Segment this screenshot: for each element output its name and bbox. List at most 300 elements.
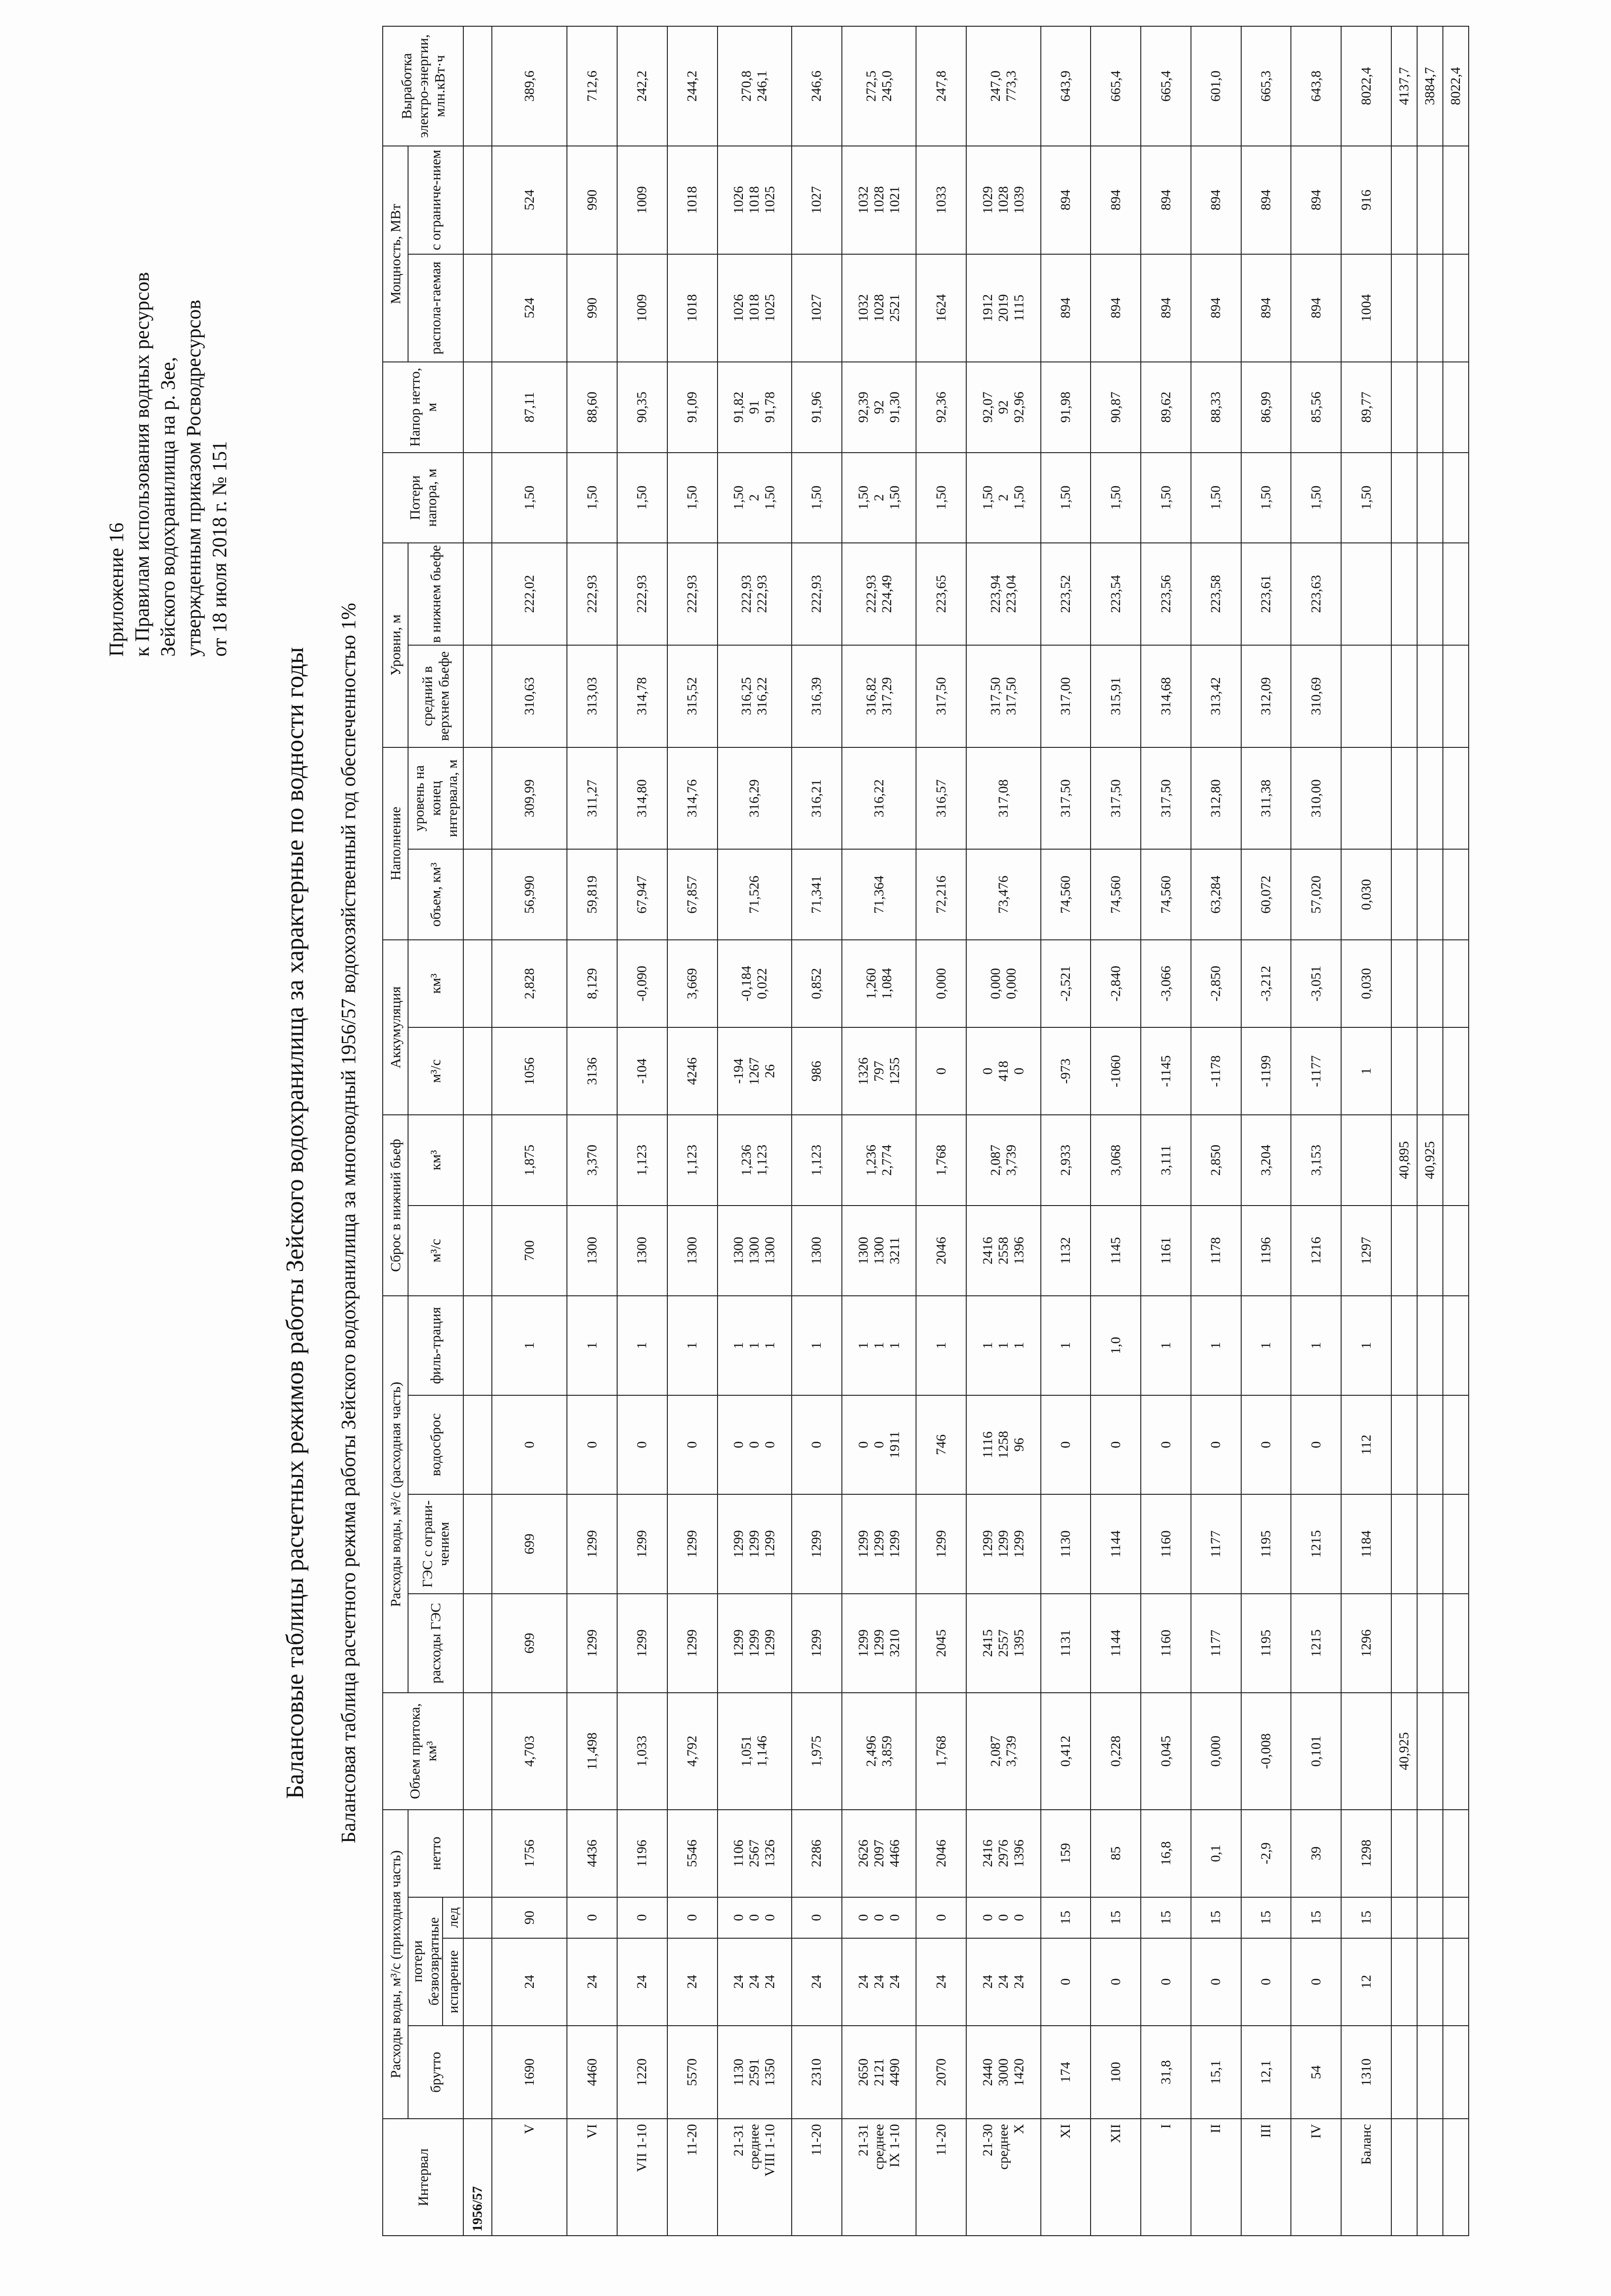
- table-cell: [718, 146, 792, 254]
- table-cell: [792, 1395, 842, 1494]
- cell-line: 0,022: [754, 968, 770, 999]
- cell-line: 4246: [684, 1057, 700, 1085]
- fill-level-cell: 316,57: [916, 747, 966, 850]
- table-cell: [617, 146, 667, 254]
- table-cell: [1191, 1897, 1241, 1938]
- cell-line: 90,87: [1108, 391, 1123, 423]
- table-cell: [617, 1938, 667, 2026]
- table-cell: [1041, 1395, 1091, 1494]
- interval-cell: [567, 2119, 617, 2236]
- totals-cell: [1417, 1206, 1443, 1296]
- cell-line: 1267: [747, 1057, 762, 1085]
- cell-line: 0: [887, 1914, 902, 1921]
- cell-line: 1,051: [739, 1736, 754, 1767]
- table-cell: [1041, 146, 1091, 254]
- table-cell: [463, 849, 492, 939]
- table-cell: [1091, 254, 1141, 362]
- table-cell: [966, 1027, 1041, 1115]
- table-cell: [966, 1206, 1041, 1296]
- table-cell: [1191, 940, 1241, 1027]
- table-cell: [1341, 1115, 1391, 1205]
- cell-line: 87,11: [521, 392, 537, 423]
- table-cell: [492, 254, 567, 362]
- totals-cell: [1417, 849, 1443, 939]
- totals-cell: [1443, 1296, 1469, 1395]
- table-cell: 0,030: [1341, 849, 1391, 939]
- totals-cell: [1443, 849, 1469, 939]
- table-cell: [792, 254, 842, 362]
- table-row: [1041, 26, 1066, 2236]
- table-cell: [718, 645, 792, 747]
- table-cell: [667, 1810, 718, 1897]
- totals-cell: [1391, 1594, 1417, 1693]
- cell-line: 1,260: [863, 968, 879, 999]
- table-cell: [1241, 1395, 1291, 1494]
- cell-line: 665,4: [1108, 70, 1123, 102]
- cell-line: 0: [980, 1067, 995, 1075]
- cell-line: 0: [871, 1914, 887, 1921]
- cell-line: III: [1258, 2124, 1274, 2138]
- cell-line: 24: [871, 1975, 887, 1989]
- table-cell: [842, 1897, 916, 1938]
- cell-line: 246,1: [754, 70, 770, 102]
- table-cell: [1141, 1296, 1191, 1395]
- table-cell: [463, 1938, 492, 2026]
- table-cell: [492, 1938, 567, 2026]
- table-cell: [567, 1938, 617, 2026]
- table-cell: [1291, 1494, 1341, 1593]
- table-row: [1291, 26, 1316, 2236]
- table-cell: [718, 1395, 792, 1494]
- table-cell: [463, 543, 492, 645]
- table-cell: [1141, 1594, 1191, 1693]
- table-cell: [916, 1296, 966, 1395]
- table-cell: [842, 1395, 916, 1494]
- table-cell: [667, 1938, 718, 2026]
- cell-line: 1299: [684, 1530, 700, 1558]
- cell-line: 3,153: [1308, 1144, 1324, 1176]
- cell-line: 54: [1308, 2065, 1324, 2080]
- cell-line: 1144: [1108, 1629, 1123, 1657]
- table-row: [617, 26, 642, 2236]
- table-cell: [916, 1395, 966, 1494]
- interval-cell: [1041, 2119, 1091, 2236]
- table-cell: [1191, 1494, 1241, 1593]
- table-cell: [492, 1206, 567, 1296]
- table-cell: [842, 362, 916, 452]
- cell-line: 1195: [1258, 1629, 1274, 1657]
- table-cell: [1191, 362, 1241, 452]
- table-cell: [718, 940, 792, 1027]
- table-cell: [1241, 362, 1291, 452]
- table-cell: [1041, 1494, 1091, 1593]
- table-cell: [567, 1897, 617, 1938]
- fill-volume-cell: 59,819: [567, 849, 617, 939]
- table-cell: [1041, 453, 1091, 543]
- cell-line: 0: [1108, 1441, 1123, 1448]
- cell-line: 92: [995, 400, 1011, 414]
- totals-cell: [1443, 1594, 1469, 1693]
- cell-line: 1032: [855, 294, 871, 322]
- cell-line: -3,212: [1258, 966, 1274, 1002]
- totals-cell: 4137,7: [1391, 26, 1417, 146]
- cell-line: 92,07: [980, 391, 995, 423]
- cell-line: -3,051: [1308, 966, 1324, 1002]
- cell-line: 1018: [747, 294, 762, 322]
- cell-line: 1299: [1011, 1530, 1027, 1558]
- table-cell: [1091, 453, 1141, 543]
- cell-line: -2,840: [1108, 966, 1123, 1002]
- header-fill-volume: объем, км³: [408, 849, 463, 939]
- table-cell: [1241, 26, 1291, 146]
- cell-line: 0: [1158, 1441, 1173, 1448]
- cell-line: 1: [871, 1342, 887, 1349]
- cell-line: 1912: [980, 294, 995, 322]
- cell-line: 1: [995, 1342, 1011, 1349]
- cell-line: 1299: [980, 1530, 995, 1558]
- cell-line: 1,50: [980, 485, 995, 510]
- cell-line: 4490: [887, 2058, 902, 2086]
- table-cell: [1091, 543, 1141, 645]
- table-cell: [617, 1395, 667, 1494]
- table-cell: [567, 543, 617, 645]
- fill-volume-cell: 57,020: [1291, 849, 1341, 939]
- header-discharge-m3s: м³/с: [408, 1206, 463, 1296]
- cell-line: 310,63: [521, 677, 537, 715]
- fill-volume-cell: 60,072: [1241, 849, 1291, 939]
- interval-cell: [916, 2119, 966, 2236]
- fill-volume-cell: 71,341: [792, 849, 842, 939]
- totals-cell: [1417, 254, 1443, 362]
- header-inflow-group: Расходы воды, м³/с (приходная часть): [383, 1810, 408, 2119]
- table-cell: 1: [1341, 1027, 1391, 1115]
- cell-line: 315,52: [684, 677, 700, 715]
- table-cell: [1291, 1897, 1341, 1938]
- cell-line: 1299: [584, 1629, 600, 1657]
- header-spillway: водосброс: [408, 1395, 463, 1494]
- table-cell: [463, 1206, 492, 1296]
- totals-cell: [1417, 645, 1443, 747]
- table-cell: [792, 1115, 842, 1205]
- table-cell: 89,77: [1341, 362, 1391, 452]
- year-label: 1956/57: [463, 2119, 492, 2236]
- table-cell: [1091, 940, 1141, 1027]
- cell-line: 0: [1208, 1441, 1224, 1448]
- cell-line: 1018: [684, 186, 700, 214]
- header-discharge-group: Сброс в нижний бьеф: [383, 1115, 408, 1296]
- totals-cell: [1443, 362, 1469, 452]
- cell-line: 524: [521, 297, 537, 319]
- table-cell: [792, 1206, 842, 1296]
- cell-line: 0,101: [1308, 1736, 1324, 1767]
- table-cell: [916, 940, 966, 1027]
- cell-line: 2121: [871, 2058, 887, 2086]
- cell-line: 1033: [933, 186, 949, 214]
- table-cell: [667, 1693, 718, 1810]
- cell-line: 894: [1158, 189, 1173, 210]
- table-cell: 15: [1341, 1897, 1391, 1938]
- cell-line: 15: [1058, 1911, 1074, 1925]
- cell-line: 2070: [933, 2058, 949, 2086]
- table-cell: [1241, 1206, 1291, 1296]
- cell-line: 1178: [1208, 1237, 1224, 1265]
- table-cell: [667, 1027, 718, 1115]
- table-cell: [463, 1810, 492, 1897]
- interval-cell: [1141, 2119, 1191, 2236]
- table-cell: [792, 362, 842, 452]
- cell-line: 272,5: [863, 70, 879, 102]
- header-hpp-limited: ГЭС с ограни-чением: [408, 1494, 463, 1593]
- cell-line: 85: [1108, 1846, 1123, 1860]
- table-cell: [567, 362, 617, 452]
- cell-line: 1,50: [521, 485, 537, 510]
- fill-volume-cell: 63,284: [1191, 849, 1241, 939]
- table-cell: [792, 645, 842, 747]
- cell-line: 1,50: [634, 485, 650, 510]
- header-net-head: Напор нетто, м: [383, 362, 463, 452]
- cell-line: 0,000: [987, 968, 1003, 999]
- table-cell: [916, 1115, 966, 1205]
- fill-volume-cell: 74,560: [1141, 849, 1191, 939]
- cell-line: 0: [995, 1914, 1011, 1921]
- table-cell: [1291, 1938, 1341, 2026]
- table-cell: [492, 1395, 567, 1494]
- cell-line: 0,412: [1058, 1736, 1074, 1767]
- fill-level-cell: 317,50: [1041, 747, 1091, 850]
- table-cell: [718, 543, 792, 645]
- cell-line: 1396: [1011, 1236, 1027, 1265]
- table-cell: [617, 2026, 667, 2119]
- cell-line: IX 1-10: [887, 2124, 902, 2168]
- table-cell: [718, 1594, 792, 1693]
- table-cell: [463, 940, 492, 1027]
- cell-line: 90,35: [634, 391, 650, 423]
- fill-volume-cell: 73,476: [966, 849, 1041, 939]
- table-cell: [1091, 1296, 1141, 1395]
- cell-line: среднее: [747, 2124, 762, 2170]
- cell-line: 1326: [762, 1839, 778, 1867]
- cell-line: VI: [584, 2124, 600, 2139]
- table-cell: [492, 362, 567, 452]
- cell-line: среднее: [995, 2124, 1011, 2170]
- cell-line: 1,50: [1011, 485, 1027, 510]
- cell-line: 24: [521, 1975, 537, 1989]
- cell-line: 1: [933, 1342, 949, 1349]
- cell-line: 2567: [747, 1839, 762, 1867]
- cell-line: 0: [871, 1441, 887, 1448]
- header-head-loss: Потери напора, м: [383, 453, 463, 543]
- table-cell: [1291, 362, 1341, 452]
- cell-line: 24: [731, 1975, 747, 1989]
- cell-line: 89,62: [1158, 391, 1173, 423]
- table-cell: 1298: [1341, 1810, 1391, 1897]
- cell-line: 3210: [887, 1629, 902, 1657]
- cell-line: 2416: [980, 1839, 995, 1867]
- cell-line: 1195: [1258, 1530, 1274, 1558]
- table-cell: [1291, 1296, 1341, 1395]
- balance-row: [1341, 26, 1391, 2236]
- totals-cell: [1417, 1897, 1443, 1938]
- cell-line: 4,703: [521, 1736, 537, 1767]
- table-cell: [492, 1897, 567, 1938]
- cell-line: 245,0: [879, 70, 894, 102]
- totals-row: [1417, 26, 1443, 2236]
- page-title: Балансовые таблицы расчетных режимов работы Зейского водохранилища за характерные по водности годы: [281, 647, 309, 1799]
- table-cell: [567, 940, 617, 1027]
- table-cell: [492, 1810, 567, 1897]
- cell-line: 223,65: [933, 575, 949, 613]
- header-evaporation: испарение: [443, 1938, 463, 2026]
- totals-cell: [1417, 747, 1443, 850]
- cell-line: 1300: [634, 1236, 650, 1265]
- table-cell: [718, 1027, 792, 1115]
- table-cell: [567, 1693, 617, 1810]
- table-cell: [792, 1027, 842, 1115]
- totals-cell: [1443, 645, 1469, 747]
- cell-line: -1177: [1308, 1055, 1324, 1087]
- table-cell: [1091, 1206, 1141, 1296]
- table-cell: [842, 2026, 916, 2119]
- cell-line: 222,02: [521, 575, 537, 613]
- cell-line: 1: [1058, 1342, 1074, 1349]
- cell-line: 222,93: [584, 575, 600, 613]
- cell-line: 317,29: [879, 677, 894, 715]
- cell-line: 894: [1108, 189, 1123, 210]
- table-cell: [492, 543, 567, 645]
- balance-table: [382, 26, 1469, 2236]
- totals-cell: [1391, 1494, 1417, 1593]
- cell-line: 1299: [634, 1629, 650, 1657]
- cell-line: 317,50: [987, 677, 1003, 715]
- cell-line: 5570: [684, 2058, 700, 2086]
- fill-level-cell: 317,08: [966, 747, 1041, 850]
- table-cell: [567, 1115, 617, 1205]
- table-cell: [1091, 362, 1141, 452]
- fill-level-cell: 314,80: [617, 747, 667, 850]
- cell-line: 8,129: [584, 968, 600, 999]
- cell-line: 1396: [1011, 1839, 1027, 1867]
- cell-line: 313,42: [1208, 677, 1224, 715]
- table-cell: [463, 1494, 492, 1593]
- cell-line: 1: [855, 1342, 871, 1349]
- cell-line: 222,93: [863, 575, 879, 613]
- cell-line: 2626: [855, 1839, 871, 1867]
- table-cell: [916, 1938, 966, 2026]
- totals-cell: [1443, 1810, 1469, 1897]
- header-filtration: филь-трация: [408, 1296, 463, 1395]
- table-cell: [966, 1897, 1041, 1938]
- table-cell: [1291, 1693, 1341, 1810]
- cell-line: 0: [1058, 1441, 1074, 1448]
- cell-line: 643,9: [1058, 70, 1074, 102]
- cell-line: 0: [1208, 1978, 1224, 1986]
- table-cell: [792, 1897, 842, 1938]
- cell-line: 1160: [1158, 1629, 1173, 1657]
- table-cell: 1004: [1341, 254, 1391, 362]
- table-cell: [667, 1395, 718, 1494]
- table-row: [1241, 26, 1266, 2236]
- cell-line: 223,52: [1058, 575, 1074, 613]
- cell-line: -0,090: [634, 966, 650, 1002]
- table-row: [1141, 26, 1166, 2236]
- cell-line: 1326: [855, 1057, 871, 1085]
- totals-row: [1391, 26, 1417, 2236]
- table-cell: [1191, 2026, 1241, 2119]
- table-cell: [1291, 1395, 1341, 1494]
- cell-line: 700: [521, 1240, 537, 1261]
- table-cell: [463, 1296, 492, 1395]
- totals-cell: [1443, 1693, 1469, 1810]
- cell-line: 0: [1308, 1978, 1324, 1986]
- header-generation: Выработка электро-энергии, млн.кВт·ч: [383, 26, 463, 146]
- cell-line: 1,50: [809, 485, 824, 510]
- cell-line: 1: [634, 1342, 650, 1349]
- cell-line: 1018: [747, 186, 762, 214]
- cell-line: 24: [584, 1975, 600, 1989]
- cell-line: 1,50: [1308, 485, 1324, 510]
- fill-level-cell: 310,00: [1291, 747, 1341, 850]
- appendix-line: Приложение 16: [105, 522, 128, 657]
- table-cell: [1191, 645, 1241, 747]
- table-cell: Баланс: [1341, 2119, 1391, 2236]
- cell-line: 0: [684, 1441, 700, 1448]
- cell-line: 91,98: [1058, 391, 1074, 423]
- table-cell: [1191, 1027, 1241, 1115]
- cell-line: 894: [1208, 297, 1224, 319]
- cell-line: 24: [747, 1975, 762, 1989]
- table-cell: [567, 1206, 617, 1296]
- cell-line: 223,61: [1258, 575, 1274, 613]
- cell-line: 1106: [731, 1840, 747, 1867]
- cell-line: 1,50: [1208, 485, 1224, 510]
- cell-line: 1,50: [1108, 485, 1123, 510]
- table-cell: [567, 146, 617, 254]
- cell-line: 174: [1058, 2062, 1074, 2083]
- table-cell: [842, 26, 916, 146]
- cell-line: 1299: [747, 1530, 762, 1558]
- appendix-line: к Правилам использования водных ресурсов: [131, 272, 153, 657]
- totals-cell: 8022,4: [1443, 26, 1469, 146]
- table-cell: [718, 2026, 792, 2119]
- table-cell: [492, 26, 567, 146]
- table-cell: [1291, 940, 1341, 1027]
- totals-cell: [1391, 1206, 1417, 1296]
- fill-volume-cell: 72,216: [916, 849, 966, 939]
- totals-cell: [1391, 543, 1417, 645]
- cell-line: 1,975: [809, 1736, 824, 1767]
- table-cell: [567, 453, 617, 543]
- interval-cell: [617, 2119, 667, 2236]
- cell-line: 1299: [871, 1629, 887, 1657]
- table-cell: [1041, 1115, 1091, 1205]
- fill-level-cell: 316,29: [718, 747, 792, 850]
- cell-line: 1299: [887, 1530, 902, 1558]
- table-cell: [1041, 1296, 1091, 1395]
- table-cell: [792, 1938, 842, 2026]
- cell-line: 0: [1258, 1978, 1274, 1986]
- cell-line: 1,768: [933, 1736, 949, 1767]
- table-cell: [966, 1938, 1041, 2026]
- header-inflow-volume: Объем притока, км³: [383, 1693, 463, 1810]
- fill-level-cell: 309,99: [492, 747, 567, 850]
- header-filling-group: Наполнение: [383, 747, 408, 940]
- cell-line: 3,739: [1003, 1736, 1019, 1767]
- table-cell: [1041, 1027, 1091, 1115]
- totals-cell: [1391, 1296, 1417, 1395]
- cell-line: 24: [980, 1975, 995, 1989]
- cell-line: 1299: [762, 1629, 778, 1657]
- table-cell: [1241, 1938, 1291, 2026]
